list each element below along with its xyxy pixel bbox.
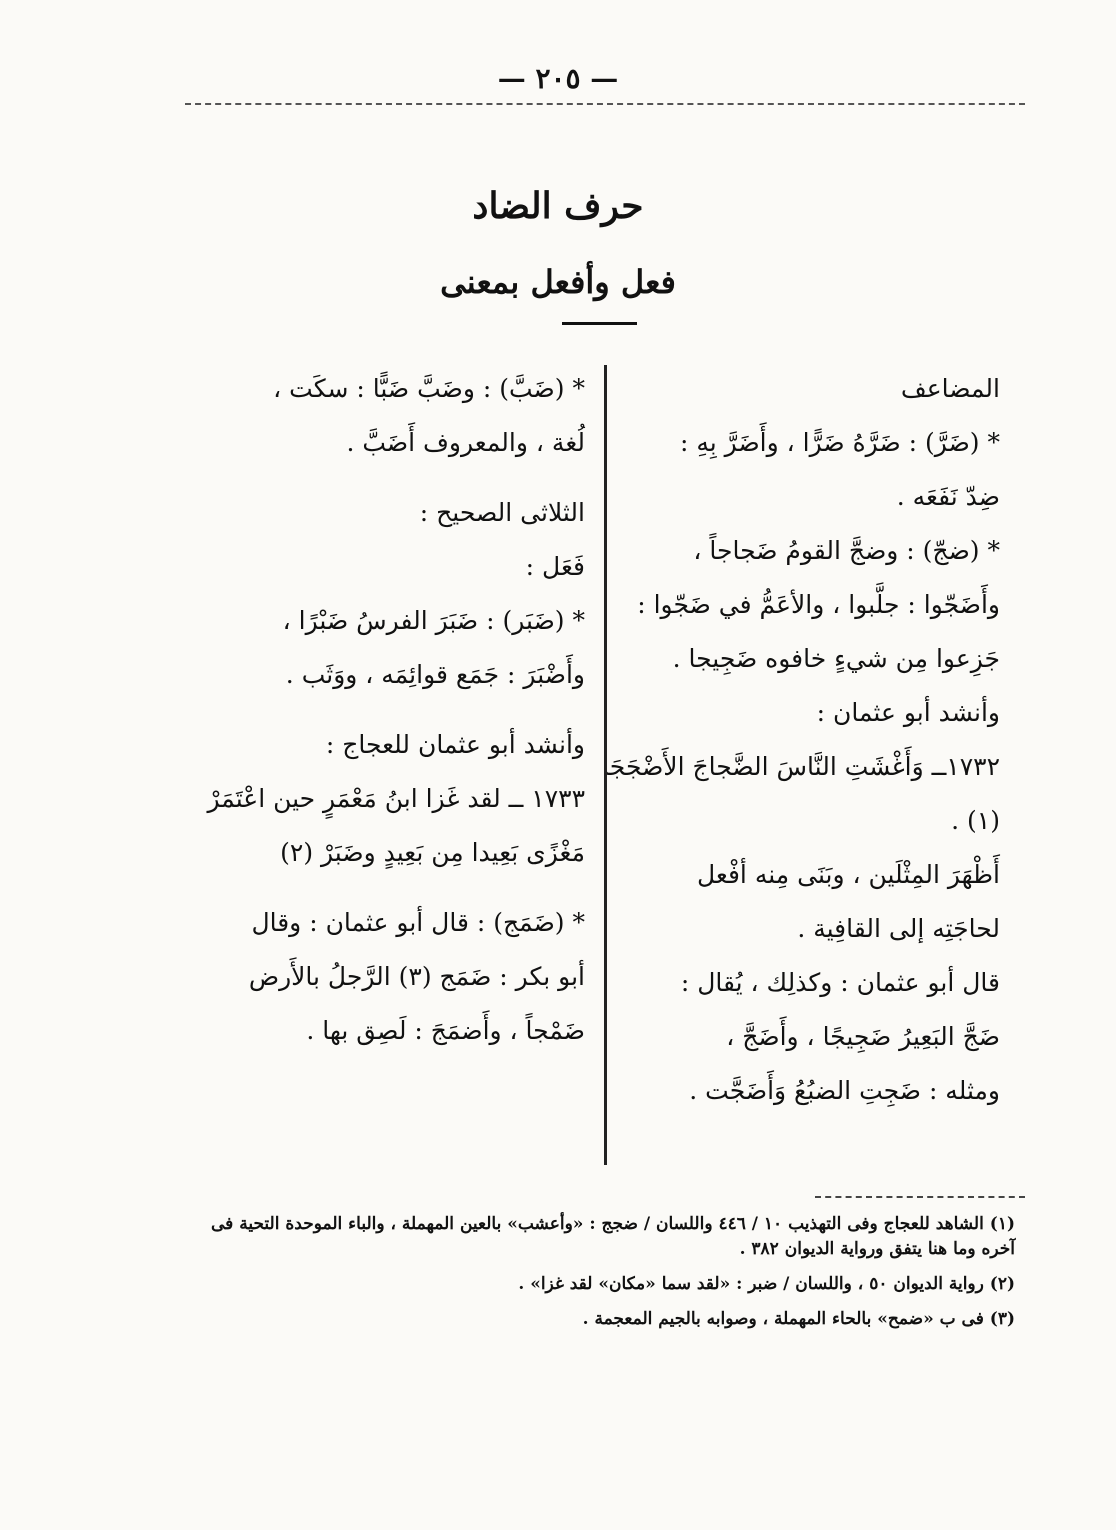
right-line: لحاجَتِه إلى القافِية .	[797, 914, 1000, 943]
right-line: جَزِعوا مِن شيءٍ خافوه ضَجِيجا .	[672, 644, 1000, 673]
right-line: ضِدّ نَفَعَه .	[896, 482, 1000, 511]
footnote-2: (٢) رواية الديوان ٥٠ ، واللسان / ضبر : «لقد سما «مكان» لقد غزا» .	[518, 1274, 1015, 1294]
right-line: ١٧٣٢ــ وَأَغْشَتِ النَّاسَ الضَّجاجَ الأَضْجَجَا (١) .	[602, 752, 1000, 835]
spacer	[185, 880, 585, 896]
left-line: لُغة ، والمعروف أَضَبَّ .	[346, 428, 585, 457]
left-line: وأنشد أبو عثمان للعجاج :	[325, 730, 585, 759]
chapter-title: حرف الضاد	[472, 185, 644, 227]
column-divider	[604, 365, 607, 1165]
right-line: قال أبو عثمان : وكذلِك ، يُقال :	[680, 968, 1000, 997]
right-line: ضَجَّ البَعِيرُ ضَجِيجًا ، وأَضَجَّ ،	[726, 1022, 1000, 1051]
spacer	[185, 470, 585, 486]
right-line: أَظْهَرَ المِثْلَين ، وبَنَى مِنه أفْعل	[696, 860, 1000, 889]
left-line: أبو بكر : ضَمَج (٣) الرَّجلُ بالأَرض	[248, 962, 585, 991]
right-line: * (ضَرَّ) : ضَرَّهُ ضَرًّا ، وأَضَرَّ بِهِ :	[679, 428, 1000, 457]
left-line: * (ضَبَّ) : وضَبَّ ضَبًّا : سكَت ،	[273, 374, 585, 403]
left-line: وأَضْبَرَ : جَمَع قوائِمَه ، ووَثَب .	[285, 660, 585, 689]
left-line: * (ضَبَر) : ضَبَرَ الفرسُ ضَبْرًا ،	[282, 606, 585, 635]
section-subtitle: فعل وأفعل بمعنى	[440, 263, 676, 301]
header-rule	[185, 103, 1025, 105]
right-line: وأَضَجّوا : جلَّبوا ، والأعَمُّ في ضَجّوا :	[637, 590, 1000, 619]
left-line: * (ضَمَج) : قال أبو عثمان : وقال	[251, 908, 585, 937]
page-number: — ٢٠٥ —	[497, 62, 619, 95]
footnotes	[200, 1212, 1015, 1342]
left-column	[185, 362, 585, 1058]
left-line: فَعَل :	[525, 552, 585, 581]
right-line: وأنشد أبو عثمان :	[816, 698, 1000, 727]
left-line: ١٧٣٣ ــ لقد غَزا ابنُ مَعْمَرٍ حين اعْتَمَرْ	[207, 784, 585, 813]
right-line: ومثله : ضَجِتِ الضبُعُ وَأَضَجَّت .	[689, 1076, 1000, 1105]
left-line: ضَمْجاً ، وأَضمَجَ : لَصِق بها .	[306, 1016, 585, 1045]
footnote-3: (٣) فى ب «ضمح» بالحاء المهملة ، وصوابه بالجيم المعجمة .	[582, 1309, 1015, 1329]
right-column	[600, 362, 1000, 1118]
right-line: المضاعف	[900, 374, 1000, 403]
title-underline	[562, 322, 637, 325]
left-line: مَغْزًى بَعِيدا مِن بَعِيدٍ وضَبَرْ (٢)	[280, 838, 585, 867]
left-line: الثلاثى الصحيح :	[419, 498, 585, 527]
footnote-1: (١) الشاهد للعجاج وفى التهذيب ١٠ / ٤٤٦ واللسان / ضجج : «وأعشب» بالعين المهملة ، والباء الموحدة التحية فى آخره وما هنا يتفق ورواية الديوان ٣٨٢ .	[211, 1214, 1015, 1259]
spacer	[185, 702, 585, 718]
footnote-rule	[815, 1196, 1025, 1198]
right-line: * (ضجّ) : وضجَّ القومُ ضَجاجاً ،	[693, 536, 1000, 565]
